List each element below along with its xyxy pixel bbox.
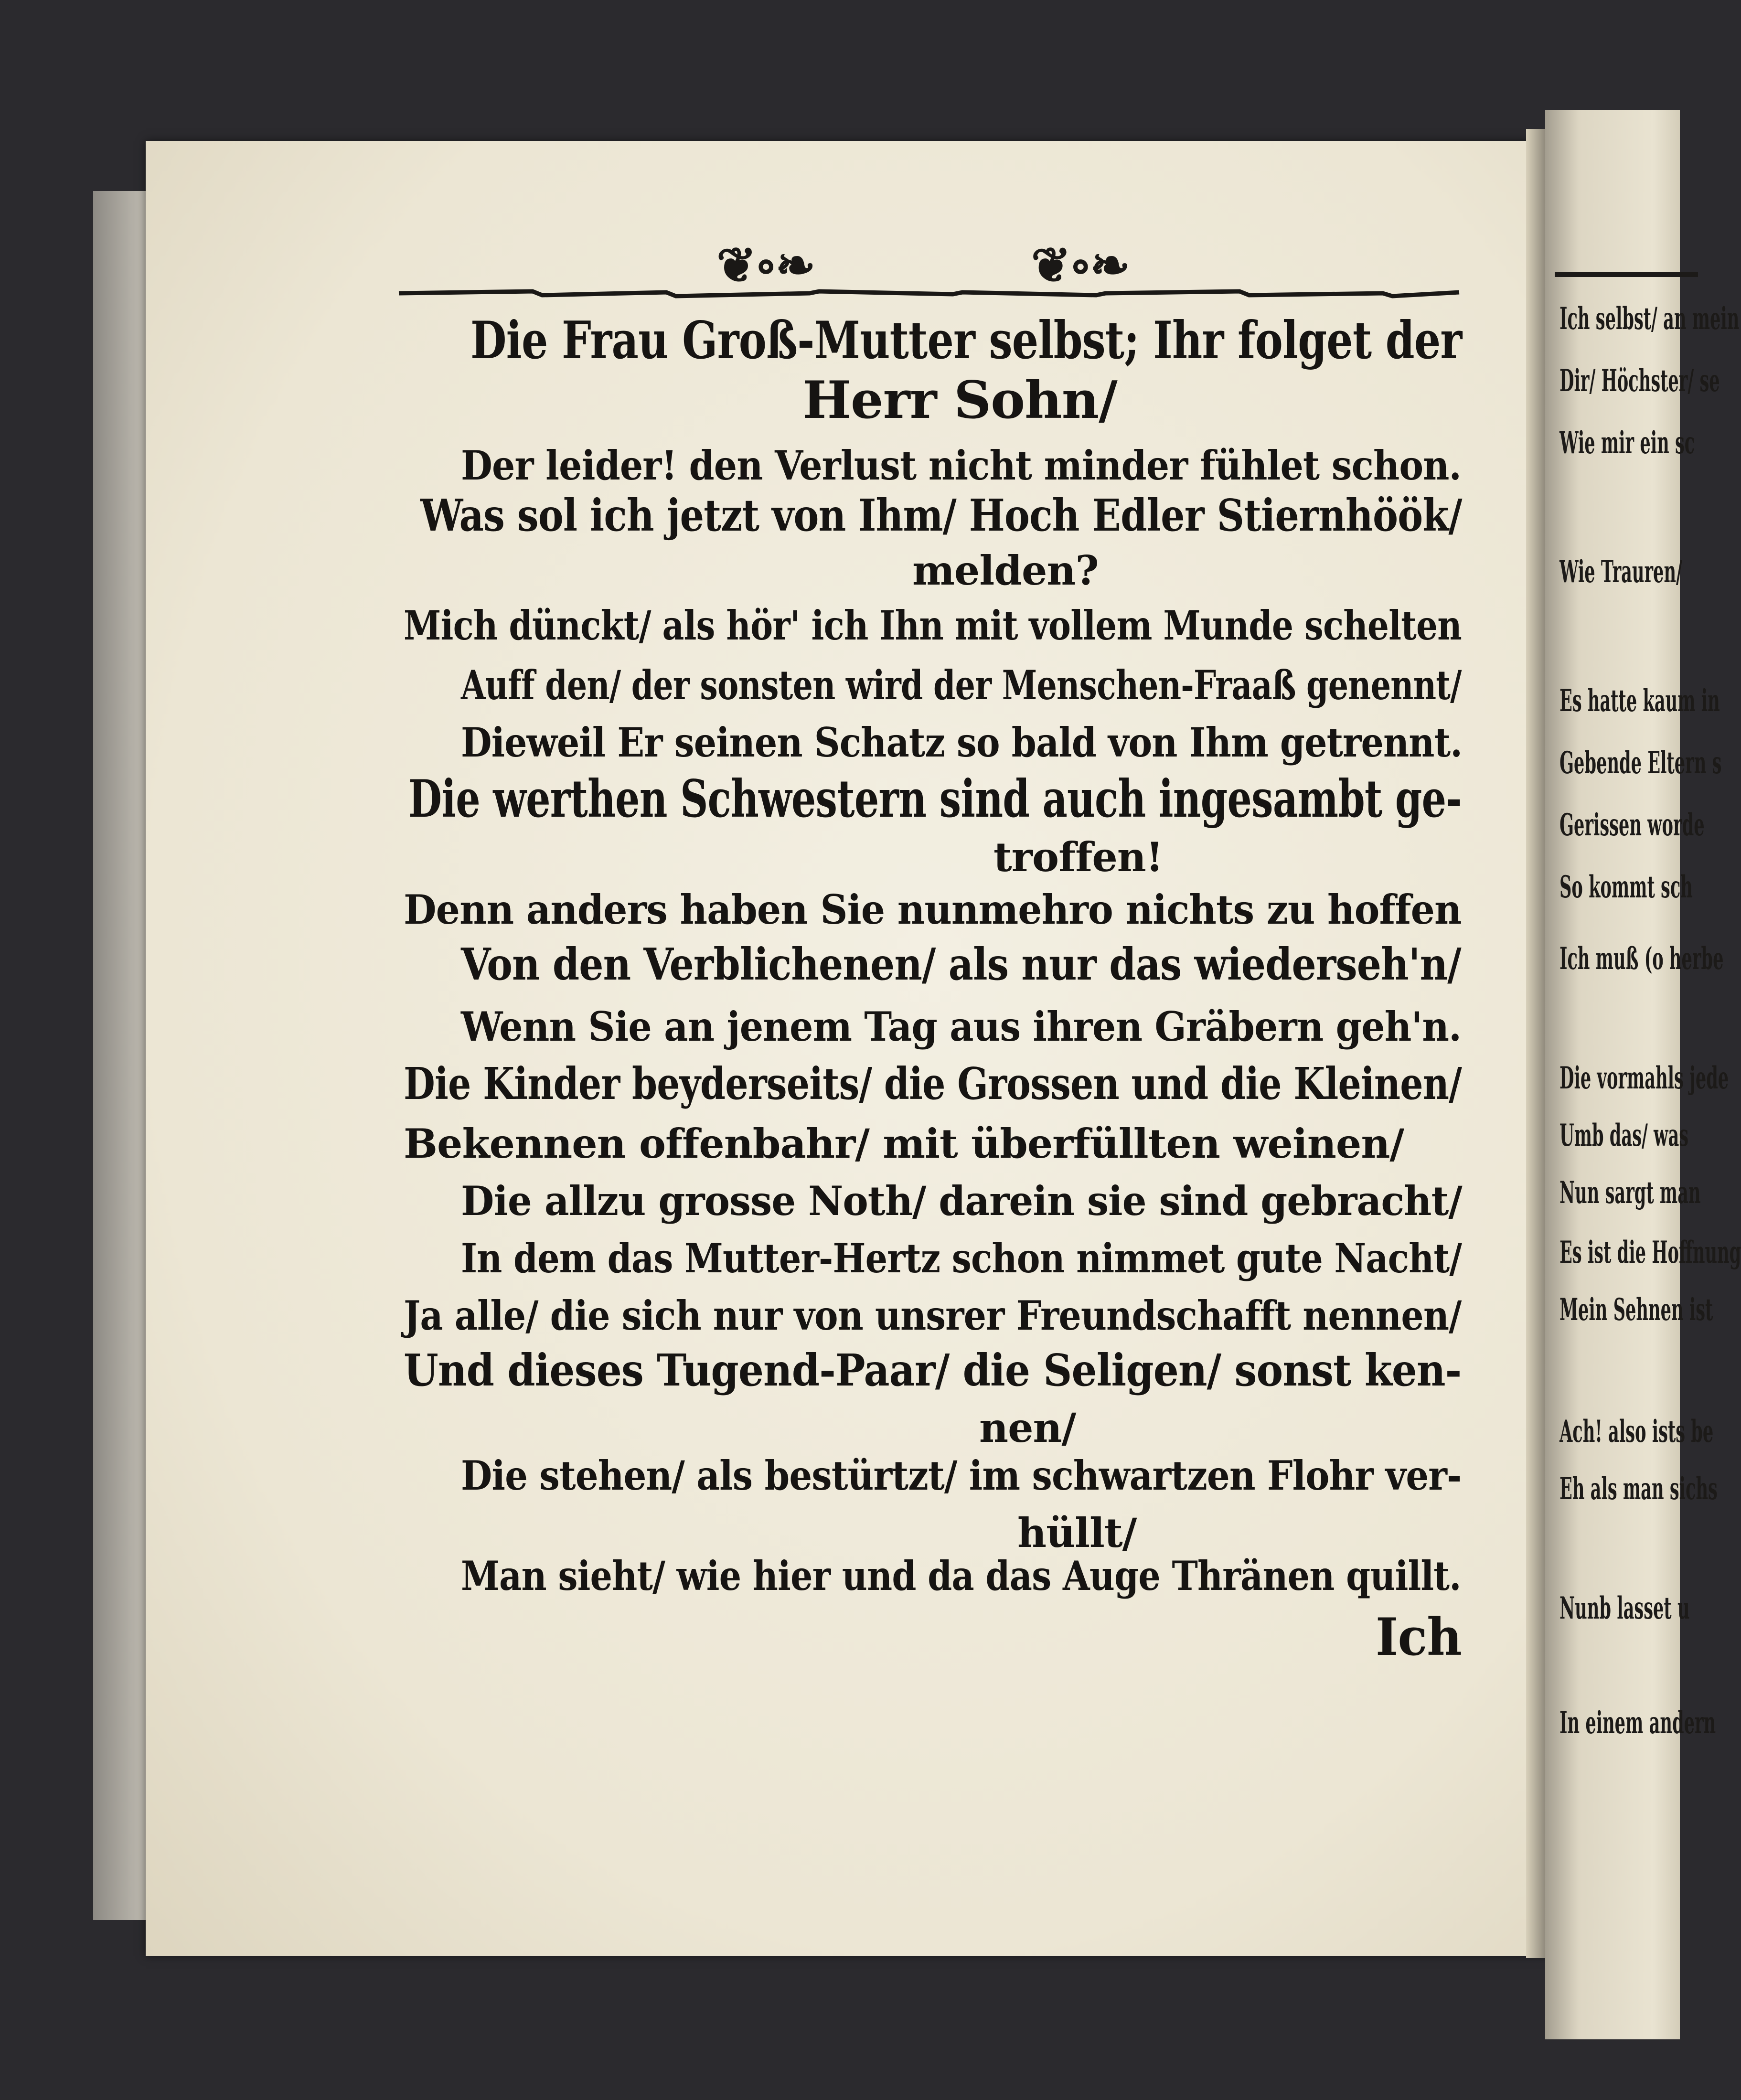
- catchword: Ich: [1376, 1607, 1462, 1667]
- right-page-line: Nun sargt man: [1559, 1175, 1701, 1211]
- right-page-line: Es ist die Hoffnung: [1559, 1235, 1741, 1270]
- right-page-line: Ich muß (o herbe: [1559, 941, 1724, 977]
- verse-line: Die allzu grosse Noth/ darein sie sind gebracht/: [461, 1177, 1462, 1225]
- verse-line: Wenn Sie an jenem Tag aus ihren Gräbern geh'n.: [461, 1003, 1462, 1050]
- verse-line: Der leider! den Verlust nicht minder fühlet schon.: [461, 442, 1462, 489]
- verse-line: Von den Verblichenen/ als nur das wiederseh'n/: [461, 938, 1461, 990]
- verse-line: In dem das Mutter-Hertz schon nimmet gute Nacht/: [461, 1235, 1462, 1282]
- right-page-line: Mein Sehnen ist: [1559, 1292, 1713, 1328]
- fleuron-ornament-right: ❦∘❧: [1031, 237, 1127, 293]
- right-page-line: Dir/ Höchster/ se: [1559, 363, 1720, 399]
- right-page-line: Es hatte kaum in: [1559, 683, 1720, 719]
- right-page-line: Ach! also ists be: [1559, 1414, 1714, 1450]
- right-page-line: Wie mir ein sc: [1559, 425, 1695, 461]
- verse-line: Auff den/ der sonsten wird der Menschen-Fraaß genennt/: [461, 661, 1462, 709]
- verse-line: Was sol ich jetzt von Ihm/ Hoch Edler Stiernhöök/: [420, 490, 1462, 541]
- verse-line: Ja alle/ die sich nur von unsrer Freundschafft nennen/: [404, 1292, 1462, 1339]
- verse-line: Bekennen offenbahr/ mit überfüllten weinen/: [404, 1120, 1404, 1167]
- right-page-line: Ich selbst/ an mein: [1559, 301, 1740, 337]
- verse-line: troffen!: [993, 833, 1163, 881]
- verse-line: Und dieses Tugend-Paar/ die Seligen/ sonst ken-: [404, 1344, 1462, 1396]
- verse-line: Die stehen/ als bestürtzt/ im schwartzen Flohr ver-: [461, 1452, 1462, 1499]
- right-page-line: Umb das/ was: [1559, 1118, 1689, 1153]
- right-page-line: Wie Trauren/: [1559, 554, 1682, 590]
- verse-line: Mich dünckt/ als hör' ich Ihn mit vollem Munde schelten: [404, 602, 1462, 649]
- verse-line: Man sieht/ wie hier und da das Auge Thränen quillt.: [461, 1552, 1461, 1599]
- right-page-line: Nunb lasset u: [1559, 1590, 1690, 1626]
- verse-line: melden?: [912, 547, 1099, 594]
- right-page-line: So kommt sch: [1559, 869, 1693, 905]
- right-page-line: In einem andern: [1559, 1705, 1716, 1741]
- verse-line: nen/: [979, 1404, 1076, 1451]
- verse-line: Dieweil Er seinen Schatz so bald von Ihm getrennt.: [461, 719, 1463, 766]
- right-page-line: Die vormahls jede: [1559, 1060, 1729, 1096]
- verse-line: Denn anders haben Sie nunmehro nichts zu hoffen: [404, 886, 1462, 933]
- verse-line: Die Kinder beyderseits/ die Grossen und die Kleinen/: [404, 1058, 1462, 1109]
- fleuron-ornament-left: ❦∘❧: [716, 237, 813, 293]
- verse-line: Die Frau Groß-Mutter selbst; Ihr folget der: [470, 310, 1462, 371]
- right-page-line: Gerissen worde: [1559, 807, 1705, 843]
- verse-line: hüllt/: [1017, 1509, 1137, 1556]
- verse-line: Herr Sohn/: [802, 370, 1117, 430]
- verse-line: Die werthen Schwestern sind auch ingesambt ge-: [408, 769, 1462, 829]
- right-page-line: Eh als man sichs: [1559, 1471, 1718, 1507]
- right-page-line: Gebende Eltern s: [1559, 745, 1722, 781]
